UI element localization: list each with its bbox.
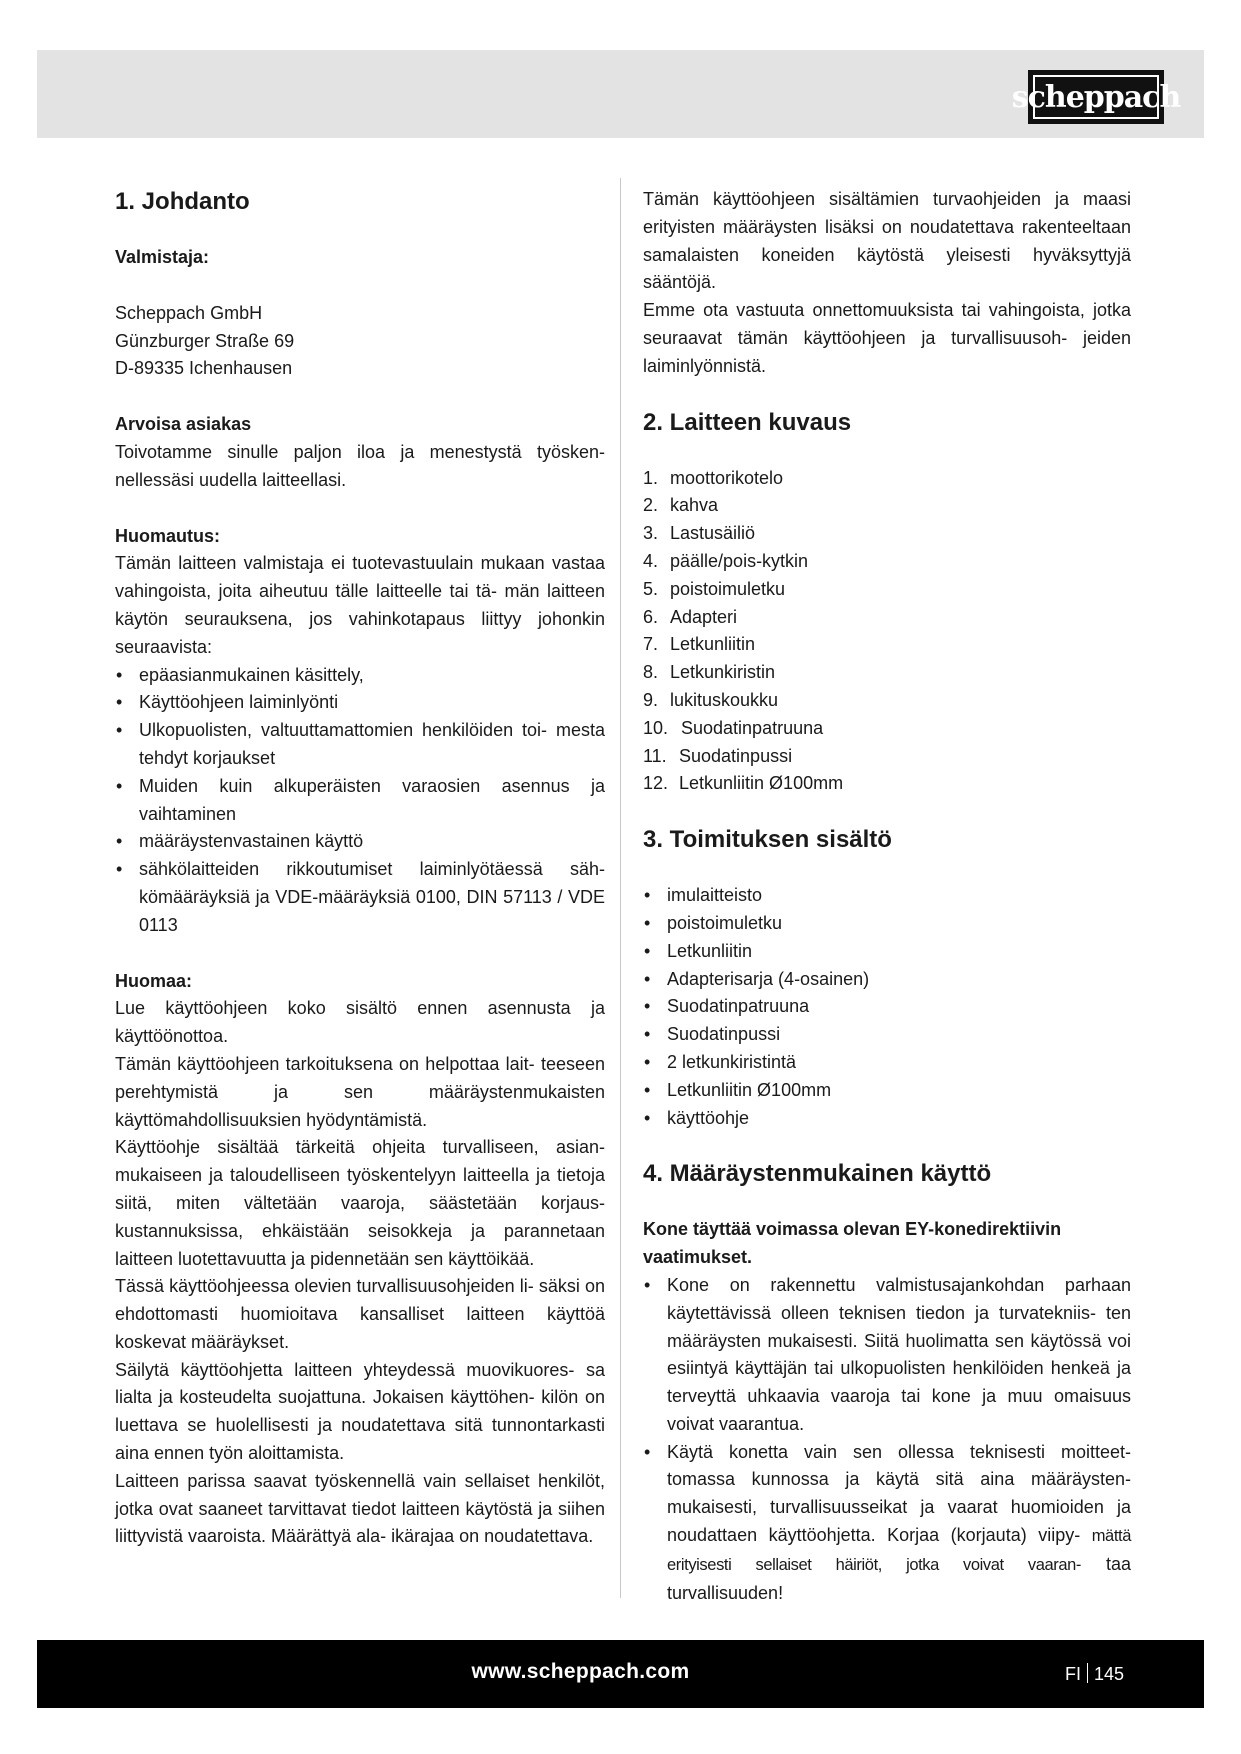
list-item: • Muiden kuin alkuperäisten varaosien asennus ja vaihtaminen: [115, 773, 605, 829]
list-item: • käyttöohje: [643, 1105, 1131, 1133]
list-item: • Adapterisarja (4-osainen): [643, 966, 1131, 994]
delivery-list: [643, 882, 1131, 1132]
right-column: [643, 186, 1131, 1607]
list-item: 10. Suodatinpatruuna: [643, 717, 824, 738]
list-item: 7. Letkunliitin: [643, 634, 756, 655]
left-column: [115, 186, 605, 1551]
list-item: [643, 1439, 1131, 1608]
list-item: 12. Letkunliitin Ø100mm: [643, 773, 844, 794]
list-item: 6. Adapteri: [643, 606, 738, 627]
language-code: FI: [1064, 1664, 1081, 1684]
list-item: 9. lukituskoukku: [643, 689, 779, 710]
list-item: 5. poistoimuletku: [643, 578, 786, 599]
list-item: • Suodatinpussi: [643, 1021, 1131, 1049]
list-item: 4. päälle/pois-kytkin: [643, 550, 809, 571]
header-band: [37, 50, 1204, 138]
column-divider: [620, 178, 621, 1598]
parts-list: [643, 465, 1131, 799]
address-line: D-89335 Ichenhausen: [115, 358, 293, 379]
list-item: 11. Suodatinpussi: [643, 745, 793, 766]
scheppach-logo: scheppach: [1028, 70, 1164, 124]
address-line: Günzburger Straße 69: [115, 330, 295, 351]
list-item: 2. kahva: [643, 495, 719, 516]
separator: [1087, 1663, 1088, 1683]
address-line: Scheppach GmbH: [115, 302, 263, 323]
list-item: • määräystenvastainen käyttö: [115, 828, 605, 856]
manufacturer-label: Valmistaja:: [115, 247, 210, 267]
attention-label: Huomaa:: [115, 970, 193, 991]
list-item: 8. Letkunkiristin: [643, 662, 776, 683]
section-title-intro: 1. Johdanto: [115, 188, 250, 215]
list-item-text-end: taa turvallisuuden!: [667, 1553, 1131, 1603]
list-item: • Kone on rakennettu valmistusajankohdan parhaan käytettävissä olleen teknisen tiedon ja turvatekniis- ten määräysten mukaisesti. Siitä huolimatta sen käytössä voi esiintyä käyttäjän tai ulkopuolisten henkilöiden henkeä ja terveyttä uhkaavia vaaroja tai kone ja muu omaisuus voivat vaarantua.: [643, 1272, 1131, 1439]
website-link[interactable]: www.scheppach.com: [471, 1660, 690, 1683]
intro-paragraph: Emme ota vastuuta onnettomuuksista tai vahingoista, jotka seuraavat tämän käyttöohjeen ja turvallisuusoh- jeiden laiminlyönnistä.: [643, 300, 1131, 376]
list-item: • Letkunliitin: [643, 938, 1131, 966]
intro-paragraph: Tämän käyttöohjeen sisältämien turvaohjeiden ja maasi erityisten määräysten lisäksi on noudatettava rakenteeltaan samalaisten koneiden käytöstä yleisesti hyväksyttyjä sääntöjä.: [643, 189, 1131, 293]
dear-customer-label: Arvoisa asiakas: [115, 414, 252, 435]
list-item: • poistoimuletku: [643, 910, 1131, 938]
list-item-text: Käytä konetta vain sen ollessa teknisesti moitteet- tomassa kunnossa ja käytä sitä aina määräysten- mukaisesti, turvallisuusseikat ja vaarat huomioiden ja noudattaen käyttöohjetta. Korjaa (korjauta) viipy-: [667, 1441, 1131, 1546]
section-title-intended-use: 4. Määräystenmukainen käyttö: [643, 1160, 992, 1188]
list-item: • 2 letkunkiristintä: [643, 1049, 1131, 1077]
list-item: • imulaitteisto: [643, 882, 1131, 910]
list-item: • Käyttöohjeen laiminlyönti: [115, 689, 605, 717]
directive-statement: Kone täyttää voimassa olevan EY-konedirektiivin vaatimukset.: [643, 1219, 1062, 1268]
attention-paragraph: Lue käyttöohjeen koko sisältö ennen asennusta ja käyttöönottoa.: [115, 998, 605, 1047]
attention-paragraph: Tämän käyttöohjeen tarkoituksena on helpottaa lait- teeseen perehtymistä ja sen määräystenmukaisten käyttömahdollisuuksien hyödyntämistä.: [115, 1053, 605, 1130]
list-item: • sähkölaitteiden rikkoutumiset laiminlyötäessä säh- kömääräyksiä ja VDE-määräyksiä 0100, DIN 57113 / VDE 0113: [115, 856, 605, 939]
page-number: 145: [1093, 1664, 1124, 1684]
note-label: Huomautus:: [115, 525, 220, 546]
list-item: • Ulkopuolisten, valtuuttamattomien henkilöiden toi- mesta tehdyt korjaukset: [115, 717, 605, 773]
section-title-description: 2. Laitteen kuvaus: [643, 408, 852, 436]
list-item: • Suodatinpatruuna: [643, 993, 1131, 1021]
page-indicator: [1065, 1640, 1124, 1708]
note-text: Tämän laitteen valmistaja ei tuotevastuulain mukaan vastaa vahingoista, joita aiheutuu tälle laitteelle tai tä- män laitteen käytön seurauksena, jos vahinkotapaus liittyy johonkin seuraavista:: [115, 553, 605, 657]
intended-use-list: [643, 1272, 1131, 1608]
list-item: • Letkunliitin Ø100mm: [643, 1077, 1131, 1105]
list-item: • epäasianmukainen käsittely,: [115, 662, 605, 690]
attention-paragraph: Käyttöohje sisältää tärkeitä ohjeita turvalliseen, asian- mukaiseen ja taloudelliseen työskentelyyn laitteella ja tietoja siitä, miten vältetään vaaroja, säästetään korjaus- kustannuksissa, ehkäistään seisokkeja ja parannetaan laitteen luotettavuutta ja pidennetään sen käyttöikää.: [115, 1137, 605, 1269]
attention-paragraph: Laitteen parissa saavat työskennellä vain sellaiset henkilöt, jotka ovat saaneet tarvittavat tiedot laitteen käytöstä ja siihen liittyvistä vaaroista. Määrättyä ala- ikärajaa on noudatettava.: [115, 1470, 605, 1547]
dear-customer-text: Toivotamme sinulle paljon iloa ja menestystä työsken- nellessäsi uudella laitteellasi.: [115, 441, 605, 490]
list-item: 1. moottorikotelo: [643, 467, 784, 488]
attention-paragraph: Tässä käyttöohjeessa olevien turvallisuusohjeiden li- säksi on ehdottomasti huomioitava kansalliset laitteen käyttöä koskevat määräykset.: [115, 1276, 605, 1352]
note-list: [115, 662, 605, 940]
attention-paragraph: Säilytä käyttöohjetta laitteen yhteydessä muovikuores- sa lialta ja kosteudelta suojattuna. Jokaisen käyttöhen- kilön on luettava se huolellisesti ja noudatettava sitä tunnontarkasti aina ennen työn aloittamista.: [115, 1359, 605, 1464]
list-item: 3. Lastusäiliö: [643, 523, 756, 544]
list-item-text-small: mättä erityisesti sellaiset häiriöt, jotka voivat vaaran-: [667, 1527, 1131, 1574]
footer-band: [37, 1640, 1204, 1708]
section-title-delivery: 3. Toimituksen sisältö: [643, 826, 892, 854]
